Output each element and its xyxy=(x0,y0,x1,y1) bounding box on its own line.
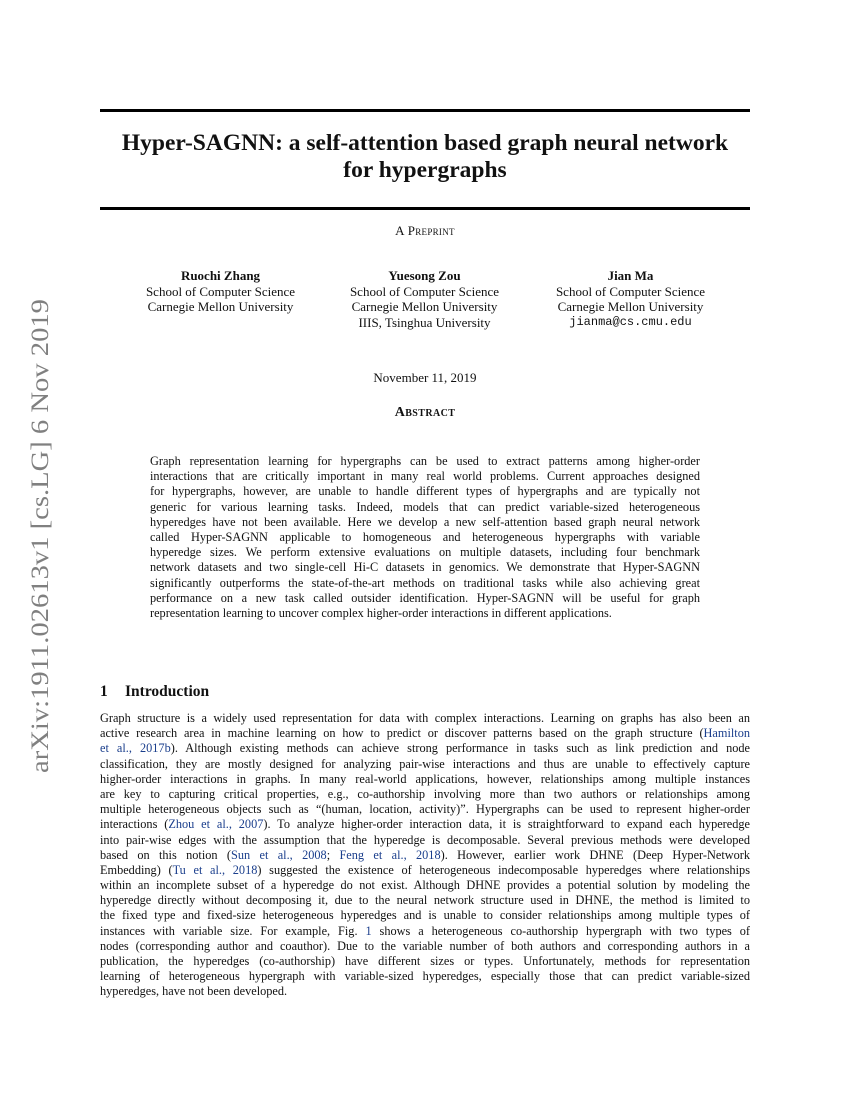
abstract-line: generic for various learning tasks. Indeed, models that can predict variable-sized heterogeneous xyxy=(150,499,700,514)
paragraph-line xyxy=(100,954,750,969)
citation-link[interactable]: et al., 2017b xyxy=(100,741,171,756)
text-segment: interactions ( xyxy=(100,817,169,832)
author-affiliation: Carnegie Mellon University xyxy=(147,299,294,314)
paper-date: November 11, 2019 xyxy=(373,370,477,385)
citation-link[interactable]: Tu et al., 2018 xyxy=(172,862,258,877)
paragraph-line xyxy=(100,787,750,802)
author-name: Ruochi Zhang xyxy=(180,268,261,283)
text-segment: ) suggested the existence of heterogeneous indecomposable hyperedges where relationships xyxy=(257,862,750,877)
text-segment: Graph structure is a widely used representation for data with complex interactions. Learning on graphs has also been an xyxy=(100,711,750,725)
paragraph-line xyxy=(100,878,750,893)
text-segment: nodes (corresponding author and coauthor). Due to the variable number of both authors and corresponding authors in a xyxy=(100,938,750,953)
citation-link[interactable]: Hamilton xyxy=(703,726,750,741)
paragraph-line xyxy=(100,741,750,756)
paragraph-line xyxy=(100,802,750,817)
paragraph-line xyxy=(100,817,750,832)
paragraph-line xyxy=(100,939,750,954)
paragraph-line xyxy=(100,772,750,787)
abstract-line: representation learning to uncover complex higher-order interactions in different applications. xyxy=(150,605,612,620)
citation-link[interactable]: Sun et al., 2008 xyxy=(231,847,327,862)
paragraph-line xyxy=(100,969,750,984)
title-top-rule xyxy=(100,109,750,112)
paragraph-line xyxy=(100,984,750,999)
section-title: Introduction xyxy=(125,683,210,700)
paragraph-line xyxy=(100,726,750,741)
text-segment: Embedding) ( xyxy=(100,862,173,877)
author-name: Jian Ma xyxy=(607,268,654,283)
text-segment: classification, they are mostly designed for analyzing pair-wise interactions and thus are unable to effectively capture xyxy=(100,756,750,771)
abstract-line: significantly outperforms the state-of-the-art methods on traditional tasks while also achieving great xyxy=(150,575,700,590)
paragraph-line xyxy=(100,757,750,772)
text-segment: active research area in machine learning on how to predict or discover patterns based on the graph structure ( xyxy=(100,726,704,741)
arxiv-stamp-text: arXiv:1911.02613v1 [cs.LG] 6 Nov 2019 xyxy=(25,350,54,773)
author-block xyxy=(528,268,733,330)
preprint-label: A Preprint xyxy=(395,223,455,238)
text-segment: ; xyxy=(326,847,340,862)
author-name: Yuesong Zou xyxy=(388,268,461,283)
abstract-line: network datasets and two single-cell Hi-C datasets in genomics. We demonstrate that Hyper-SAGNN xyxy=(150,560,700,575)
citation-link[interactable]: Zhou et al., 2007 xyxy=(168,817,264,832)
author-affiliation: School of Computer Science xyxy=(555,283,706,299)
text-segment: within an incomplete subset of a hyperedge do not exist. Although DHNE provides a potential solution by modeling the xyxy=(100,878,750,893)
text-segment: shows a heterogeneous co-authorship hypergraph with two types of xyxy=(371,923,750,938)
author-affiliation: School of Computer Science xyxy=(349,283,500,299)
abstract-line: hyperedge sizes. We perform extensive evaluations on multiple datasets, including four benchmark xyxy=(150,545,700,560)
text-segment: the fixed type and fixed-size heterogeneous hyperedges and is unable to consider relationships among multiple types of xyxy=(100,908,750,923)
paragraph-line xyxy=(100,908,750,923)
abstract-heading: Abstract xyxy=(394,405,456,420)
abstract-line: for hypergraphs, however, are unable to handle different types of hypergraphs and are typically not xyxy=(150,484,700,499)
author-affiliation: Carnegie Mellon University xyxy=(351,299,498,314)
abstract-line: called Hyper-SAGNN applicable to homogeneous and heterogeneous hypergraphs with variable xyxy=(150,529,700,544)
paragraph-line xyxy=(100,924,750,939)
section-number: 1 xyxy=(100,683,108,700)
text-segment: ). Although existing methods can achieve strong performance in tasks such as link prediction and node xyxy=(170,741,750,756)
abstract-body xyxy=(150,454,700,621)
citation-link[interactable]: 1 xyxy=(365,923,372,938)
abstract-line: interactions that are critically important in many real world problems. Current approaches designed xyxy=(150,469,700,484)
paragraph-line xyxy=(100,848,750,863)
paragraph-line xyxy=(100,833,750,848)
paragraph-line xyxy=(100,863,750,878)
paper-title-line: for hypergraphs xyxy=(343,157,507,183)
title-bottom-rule xyxy=(100,207,750,210)
text-segment: higher-order interactions in graphs. In many real-world applications, however, relationships among multiple instances xyxy=(100,771,750,786)
paper-title-line: Hyper-SAGNN: a self-attention based graph neural network xyxy=(121,130,729,156)
text-segment: instances with variable size. For example, Fig. xyxy=(100,923,366,938)
text-segment: based on this notion ( xyxy=(100,847,231,862)
intro-body xyxy=(100,711,750,1000)
text-segment: ). However, earlier work DHNE (Deep Hyper-Network xyxy=(440,847,751,862)
paragraph-line xyxy=(100,893,750,908)
paragraph-line xyxy=(100,711,750,726)
citation-link[interactable]: Feng et al., 2018 xyxy=(339,847,441,862)
text-segment: hyperedge directly without decomposing it, due to the neural network structure used in DHNE, the method is limited to xyxy=(100,893,750,908)
author-block xyxy=(322,268,527,330)
abstract-line: performance on a new task called outsider identification. Hyper-SAGNN will be useful for graph xyxy=(150,590,700,605)
section-heading xyxy=(100,683,209,701)
author-block xyxy=(118,268,323,315)
author-affiliation: IIIS, Tsinghua University xyxy=(358,314,491,330)
author-email[interactable]: jianma@cs.cmu.edu xyxy=(569,314,692,329)
text-segment: multiple heterogeneous objects such as “(human, location, activity)”. Hypergraphs can be used to represent higher-order xyxy=(100,802,750,817)
author-affiliation: Carnegie Mellon University xyxy=(557,299,704,314)
text-segment: publication, the hyperedges (co-authorship) have different sizes or types. Unfortunately, methods for representation xyxy=(100,954,750,968)
abstract-line: hyperedges have not been available. Here we develop a new self-attention based graph neural network xyxy=(150,514,700,529)
author-affiliation: School of Computer Science xyxy=(145,283,296,299)
text-segment: are key to capturing critical properties, e.g., co-authorship involving more than two authors or relationships among xyxy=(100,786,750,801)
abstract-line: Graph representation learning for hypergraphs can be used to extract patterns among higher-order xyxy=(150,454,700,468)
arxiv-stamp xyxy=(10,295,62,775)
text-segment: hyperedges, have not been developed. xyxy=(100,984,288,999)
text-segment: into pair-wise edges with the assumption that the hyperedge is decomposable. Several previous methods were developed xyxy=(100,832,750,847)
text-segment: ). To analyze higher-order interaction data, it is straightforward to expand each hyperedge xyxy=(263,817,750,832)
paper-title xyxy=(100,130,750,184)
text-segment: learning of heterogeneous hypergraph with variable-sized hyperedges, especially those that can predict variable-sized xyxy=(100,969,750,984)
